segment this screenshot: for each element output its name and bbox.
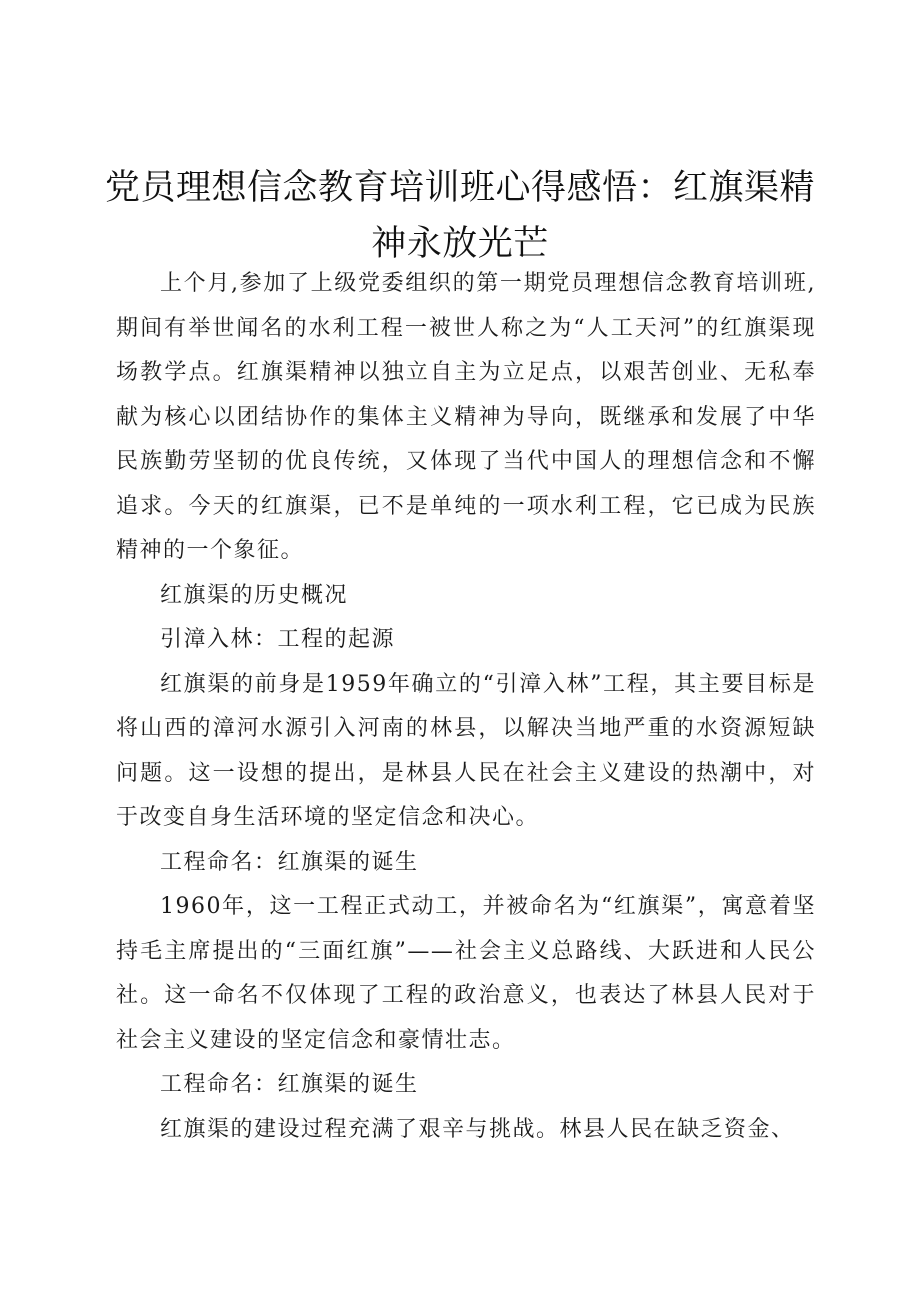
document-body — [116, 262, 816, 1152]
document-title: 党员理想信念教育培训班心得感悟：红旗渠精神永放光芒 — [104, 168, 815, 264]
intro-paragraph: 上个月,参加了上级党委组织的第一期党员理想信念教育培训班,期间有举世闻名的水利工程一被世人称之为“人工天河”的红旗渠现场教学点。红旗渠精神以独立自主为立足点，以艰苦创业、无私奉献为核心以团结协作的集体主义精神为导向，既继承和发展了中华民族勤劳坚韧的优良传统，又体现了当代中国人的理想信念和不懈追求。今天的红旗渠，已不是单纯的一项水利工程，它已成为民族精神的一个象征。 — [116, 271, 816, 563]
section-heading-history: 红旗渠的历史概况 — [160, 582, 349, 608]
construction-paragraph: 红旗渠的建设过程充满了艰辛与挑战。林县人民在缺乏资金、 — [160, 1116, 795, 1142]
subheading-naming-repeat: 工程命名：红旗渠的诞生 — [160, 1072, 419, 1097]
origin-paragraph: 红旗渠的前身是1959年确立的“引漳入林”工程，其主要目标是将山西的漳河水源引入河南的林县，以解决当地严重的水资源短缺问题。这一设想的提出，是林县人民在社会主义建设的热潮中，对于改变自身生活环境的坚定信念和决心。 — [116, 671, 816, 830]
naming-paragraph: 1960年，这一工程正式动工，并被命名为“红旗渠”，寓意着坚持毛主席提出的“三面红旗”——社会主义总路线、大跃进和人民公社。这一命名不仅体现了工程的政治意义，也表达了林县人民对于社会主义建设的坚定信念和豪情壮志。 — [116, 894, 816, 1053]
subheading-origin: 引漳入林：工程的起源 — [160, 627, 396, 652]
subheading-naming: 工程命名：红旗渠的诞生 — [160, 849, 419, 875]
